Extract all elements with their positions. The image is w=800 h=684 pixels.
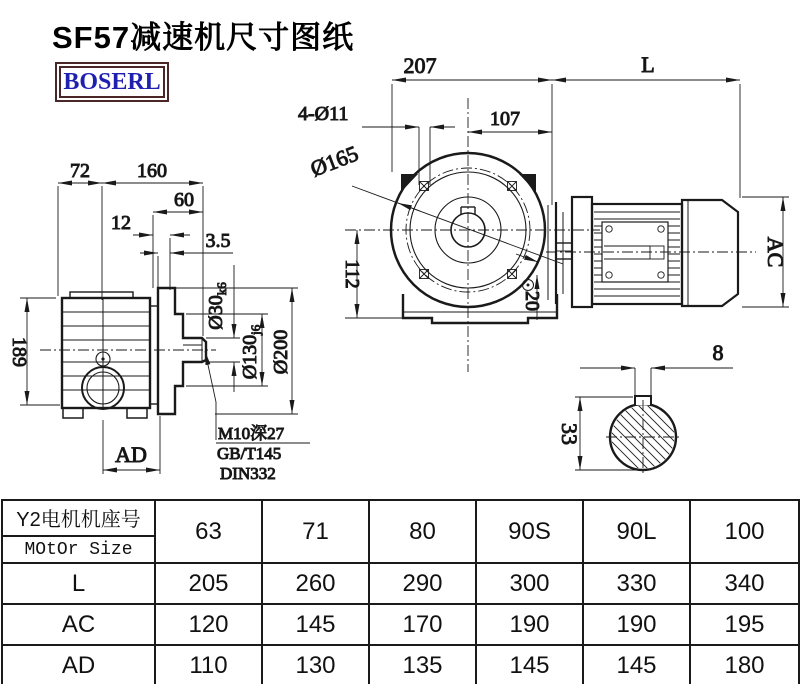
value-cell: 145	[583, 645, 690, 684]
thread-note-line2: GB/T145	[217, 444, 282, 463]
value-cell: 145	[476, 645, 583, 684]
size-col: 63	[155, 500, 262, 563]
thread-note-line3: DIN332	[220, 464, 276, 483]
header-motor-size	[2, 500, 155, 563]
value-cell: 330	[583, 563, 690, 604]
table-row-AC	[2, 604, 799, 645]
brand-logo	[55, 62, 169, 102]
dim-8: 8	[712, 340, 724, 365]
value-cell: 300	[476, 563, 583, 604]
dim-107: 107	[490, 108, 520, 130]
value-cell: 110	[155, 645, 262, 684]
value-cell: 180	[690, 645, 799, 684]
dim-33: 33	[557, 423, 582, 445]
table-row-L	[2, 563, 799, 604]
thread-note-line1: M10深27	[218, 424, 285, 443]
size-col: 71	[262, 500, 369, 563]
table-row-header	[2, 500, 799, 563]
dim-12: 12	[111, 212, 131, 234]
value-cell: 340	[690, 563, 799, 604]
table-row-AD	[2, 645, 799, 684]
value-cell: 130	[262, 645, 369, 684]
row-label: AD	[2, 645, 155, 684]
size-col: 100	[690, 500, 799, 563]
value-cell: 290	[369, 563, 476, 604]
size-col: 80	[369, 500, 476, 563]
value-cell: 190	[476, 604, 583, 645]
dim-160: 160	[137, 160, 167, 182]
header-motor-size-en: MOtOr Size	[24, 540, 133, 560]
row-label: L	[2, 563, 155, 604]
dim-spigot-dia: $Ø130_{j6}$	[239, 324, 263, 380]
dim-20: 20	[521, 291, 543, 311]
dim-L: L	[641, 52, 655, 77]
value-cell: 135	[369, 645, 476, 684]
dim-shaft-dia: $Ø30_{k6}$	[205, 282, 229, 330]
dim-189: 189	[8, 337, 30, 367]
dim-165: Ø165	[307, 140, 362, 182]
dim-AC: AC	[763, 236, 788, 268]
row-label: AC	[2, 604, 155, 645]
page-title: SF57减速机尺寸图纸	[52, 20, 355, 55]
front-view	[298, 52, 789, 372]
header-motor-size-cn: Y2电机机座号	[3, 501, 154, 537]
shaft-section	[557, 340, 733, 476]
dim-112: 112	[341, 259, 363, 289]
value-cell: 205	[155, 563, 262, 604]
value-cell: 260	[262, 563, 369, 604]
dim-3-5: 3.5	[205, 230, 231, 252]
value-cell: 195	[690, 604, 799, 645]
size-col: 90L	[583, 500, 690, 563]
dim-72: 72	[70, 160, 90, 182]
dim-bolt-holes: 4-Ø11	[298, 103, 349, 125]
size-col: 90S	[476, 500, 583, 563]
value-cell: 170	[369, 604, 476, 645]
dim-flange-dia: Ø200	[270, 329, 292, 375]
value-cell: 145	[262, 604, 369, 645]
brand-logo-text: BOSERL	[63, 68, 161, 95]
motor-size-table	[1, 499, 800, 684]
value-cell: 120	[155, 604, 262, 645]
dim-207: 207	[403, 53, 437, 78]
value-cell: 190	[583, 604, 690, 645]
dim-AD: AD	[115, 442, 147, 467]
dim-60: 60	[174, 189, 194, 211]
side-view	[8, 160, 310, 483]
